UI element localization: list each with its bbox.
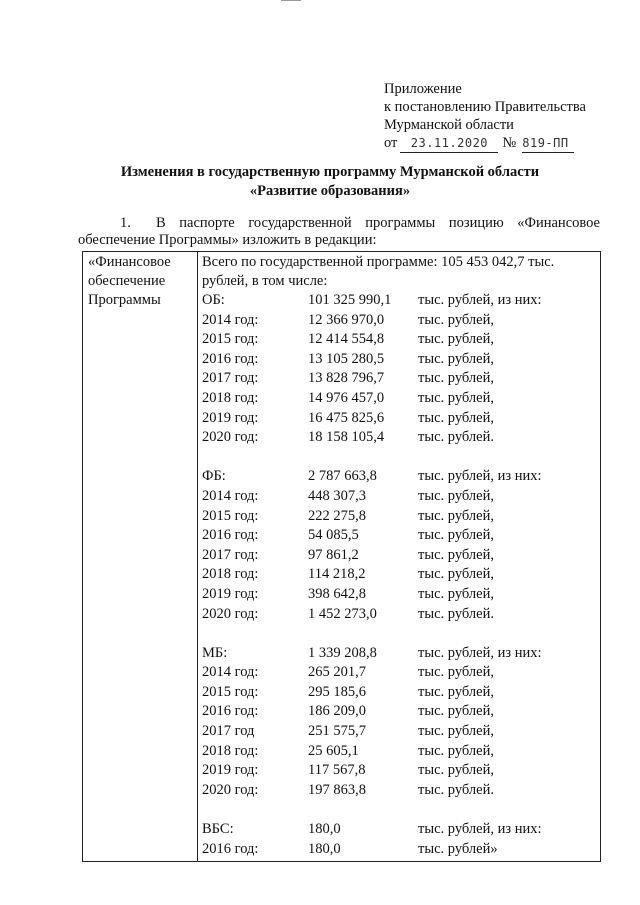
paragraph-text: В паспорте государственной программы позицию «Финансовое обеспечение Программы» изложить в редакции:	[78, 215, 600, 248]
row-label: 2019 год:	[202, 762, 259, 779]
financing-total: Всего по государственной программе: 105 453 042,7 тыс. рублей, в том числе:	[202, 254, 555, 289]
row-label: 2016 год:	[202, 840, 259, 857]
label-line-3: Программы	[88, 292, 161, 308]
table-row	[202, 722, 594, 742]
table-row	[202, 683, 594, 703]
row-value: 186 209,0	[308, 703, 366, 720]
row-label: 2016 год:	[202, 350, 259, 367]
number-label: №	[502, 135, 517, 151]
row-unit: тыс. рублей, из них:	[418, 821, 542, 838]
table-row	[202, 840, 594, 860]
row-unit: тыс. рублей,	[418, 389, 494, 406]
label-line-2: обеспечение	[88, 273, 166, 289]
row-label: 2016 год:	[202, 703, 259, 720]
row-unit: тыс. рублей,	[418, 370, 494, 387]
table-row	[202, 350, 594, 370]
row-unit: тыс. рублей.	[418, 781, 494, 798]
table-row	[202, 663, 594, 683]
row-label: 2015 год:	[202, 683, 259, 700]
row-value: 265 201,7	[308, 664, 366, 681]
row-label: 2015 год:	[202, 331, 259, 348]
row-label: 2014 год:	[202, 311, 259, 328]
row-unit: тыс. рублей,	[418, 507, 494, 524]
row-unit: тыс. рублей,	[418, 546, 494, 563]
row-value: 117 567,8	[308, 762, 366, 779]
table-row	[202, 428, 594, 448]
paragraph-1	[78, 215, 600, 249]
table-row	[202, 487, 594, 507]
row-unit: тыс. рублей.	[418, 429, 494, 446]
table-row	[202, 702, 594, 722]
table-row	[202, 369, 594, 389]
group-spacer	[202, 624, 594, 644]
table-row	[202, 311, 594, 331]
row-unit: тыс. рублей»	[418, 840, 498, 857]
table-row	[202, 565, 594, 585]
row-unit: тыс. рублей,	[418, 683, 494, 700]
row-label: МБ:	[202, 644, 228, 661]
table-row	[202, 330, 594, 350]
table-row	[202, 742, 594, 762]
row-unit: тыс. рублей,	[418, 703, 494, 720]
row-label: 2019 год:	[202, 585, 259, 602]
row-value: 25 605,1	[308, 742, 359, 759]
row-value: 12 366 970,0	[308, 311, 385, 328]
appendix-header	[384, 80, 586, 153]
row-label: 2018 год:	[202, 566, 259, 583]
title-line-1: Изменения в государственную программу Мурманской области	[120, 164, 540, 180]
row-label: 2016 год:	[202, 527, 259, 544]
row-label: ВБС:	[202, 821, 234, 838]
row-unit: тыс. рублей,	[418, 350, 494, 367]
row-label: 2018 год:	[202, 389, 259, 406]
table-row	[202, 585, 594, 605]
row-unit: тыс. рублей, из них:	[418, 644, 542, 661]
table-row	[202, 820, 594, 840]
row-value: 97 861,2	[308, 546, 359, 563]
row-label: 2018 год:	[202, 742, 259, 759]
label-line-1: «Финансовое	[88, 254, 171, 270]
row-value: 13 105 280,5	[308, 350, 385, 367]
table-row	[202, 507, 594, 527]
row-unit: тыс. рублей,	[418, 664, 494, 681]
title-line-2: «Развитие образования»	[249, 183, 411, 199]
row-unit: тыс. рублей,	[418, 762, 494, 779]
financing-label-cell	[83, 252, 198, 862]
row-value: 1 452 273,0	[308, 605, 377, 622]
row-unit: тыс. рублей,	[418, 409, 494, 426]
row-value: 197 863,8	[308, 781, 366, 798]
row-value: 16 475 825,6	[308, 409, 385, 426]
row-value: 114 218,2	[308, 566, 366, 583]
row-value: 398 642,8	[308, 585, 366, 602]
row-label: 2014 год:	[202, 664, 259, 681]
row-label: 2017 год:	[202, 370, 259, 387]
financing-breakdown	[202, 291, 594, 859]
row-unit: тыс. рублей.	[418, 605, 494, 622]
table-row	[202, 389, 594, 409]
row-unit: тыс. рублей,	[418, 585, 494, 602]
row-unit: тыс. рублей,	[418, 723, 494, 740]
row-value: 54 085,5	[308, 527, 359, 544]
row-label: ФБ:	[202, 468, 226, 485]
row-unit: тыс. рублей, из них:	[418, 468, 542, 485]
table-row	[202, 291, 594, 311]
row-label: 2020 год:	[202, 605, 259, 622]
row-label: 2020 год:	[202, 781, 259, 798]
row-unit: тыс. рублей,	[418, 527, 494, 544]
financing-details-cell	[198, 252, 601, 862]
row-label: ОБ:	[202, 292, 225, 308]
row-label: 2017 год	[202, 723, 255, 740]
table-row	[202, 644, 594, 664]
row-value: 448 307,3	[308, 487, 366, 504]
row-label: 2017 год:	[202, 546, 259, 563]
from-label: от	[384, 135, 398, 151]
row-label: 2014 год:	[202, 487, 259, 504]
table-row	[202, 761, 594, 781]
row-label: 2020 год:	[202, 429, 259, 446]
financing-table	[82, 251, 601, 862]
paragraph-number: 1.	[120, 215, 131, 231]
row-value: 251 575,7	[308, 723, 366, 740]
table-row	[202, 526, 594, 546]
row-value: 222 275,8	[308, 507, 366, 524]
row-value: 18 158 105,4	[308, 429, 385, 446]
resolution-number: 819-ПП	[522, 134, 574, 153]
table-row	[202, 781, 594, 801]
row-value: 180,0	[308, 840, 341, 857]
resolution-date: 23.11.2020	[400, 134, 498, 153]
row-value: 14 976 457,0	[308, 389, 385, 406]
appendix-title: Приложение	[384, 81, 462, 97]
row-unit: тыс. рублей,	[418, 311, 494, 328]
row-value: 1 339 208,8	[308, 644, 377, 661]
document-title	[60, 163, 600, 201]
top-edge-mark	[281, 0, 301, 1]
row-value: 295 185,6	[308, 683, 366, 700]
table-row	[202, 467, 594, 487]
table-row	[202, 409, 594, 429]
row-label: 2015 год:	[202, 507, 259, 524]
group-spacer	[202, 800, 594, 820]
table-row	[202, 605, 594, 625]
group-spacer	[202, 448, 594, 468]
appendix-resolution-line: к постановлению Правительства	[384, 99, 586, 115]
row-value: 2 787 663,8	[308, 468, 377, 485]
row-unit: тыс. рублей, из них:	[418, 292, 542, 308]
table-row	[202, 546, 594, 566]
row-unit: тыс. рублей,	[418, 742, 494, 759]
row-value: 180,0	[308, 821, 341, 838]
row-unit: тыс. рублей,	[418, 331, 494, 348]
row-label: 2019 год:	[202, 409, 259, 426]
row-unit: тыс. рублей,	[418, 487, 494, 504]
row-value: 101 325 990,1	[308, 292, 392, 308]
row-value: 12 414 554,8	[308, 331, 385, 348]
appendix-region-line: Мурманской области	[384, 117, 514, 133]
row-unit: тыс. рублей,	[418, 566, 494, 583]
appendix-reference-line	[384, 134, 586, 153]
row-value: 13 828 796,7	[308, 370, 385, 387]
